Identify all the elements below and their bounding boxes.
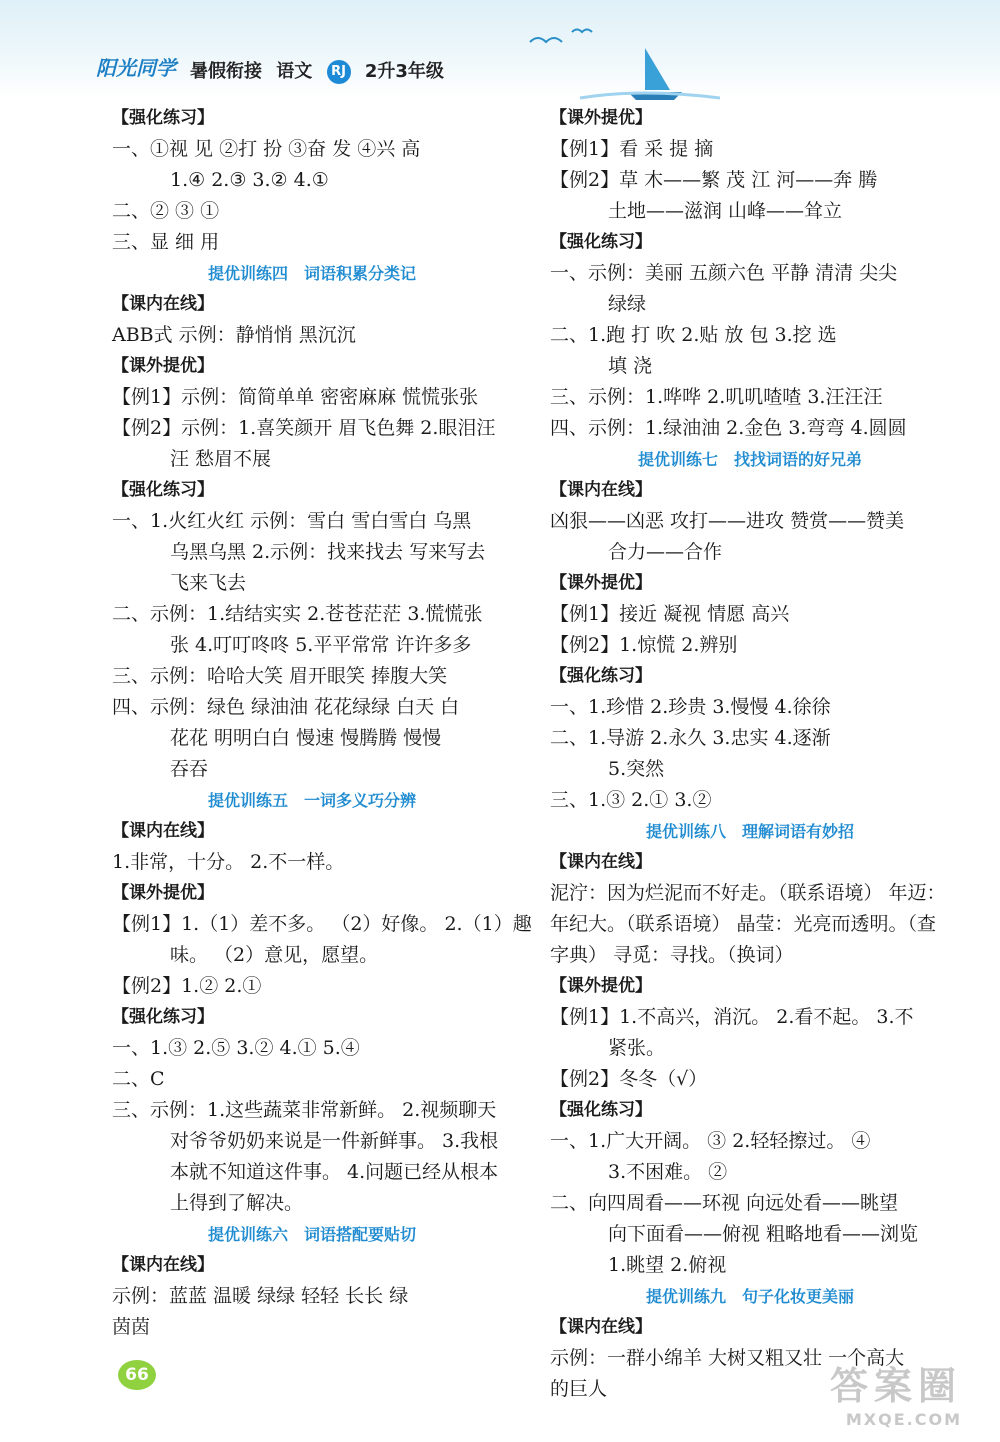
- answer-line: 填 浇: [608, 355, 653, 377]
- answer-line: 5.突然: [608, 758, 665, 780]
- answer-line: 二、示例：1.结结实实 2.苍苍茫茫 3.慌慌张: [112, 603, 483, 625]
- answer-line: 3.不困难。 ②: [608, 1161, 728, 1183]
- section-label: 【课外提优】: [112, 356, 214, 376]
- answer-line: 1.非常，十分。 2.不一样。: [112, 851, 345, 873]
- answer-line: 【例1】1.不高兴，消沉。 2.看不起。 3.不: [550, 1006, 914, 1028]
- section-title: 提优训练五 一词多义巧分辨: [207, 791, 416, 810]
- answer-line: 二、1.跑 打 吹 2.贴 放 包 3.挖 选: [550, 324, 837, 346]
- answer-line: 【例1】示例：简简单单 密密麻麻 慌慌张张: [112, 386, 479, 408]
- answer-line: 合力——合作: [608, 541, 723, 563]
- book-name: 暑假衔接: [190, 61, 262, 82]
- answer-line: 1.④ 2.③ 3.② 4.①: [170, 169, 329, 191]
- section-label: 【课外提优】: [550, 976, 652, 996]
- answer-line: 四、示例：1.绿油油 2.金色 3.弯弯 4.圆圆: [550, 417, 907, 439]
- section-label: 【课内在线】: [550, 852, 652, 872]
- answer-line: 【例2】示例：1.喜笑颜开 眉飞色舞 2.眼泪汪: [112, 417, 496, 439]
- header-title: [190, 57, 452, 84]
- answer-line: 一、1.③ 2.⑤ 3.② 4.① 5.④: [112, 1037, 360, 1059]
- answer-line: 的巨人: [550, 1378, 608, 1400]
- answer-line: 紧张。: [608, 1037, 666, 1059]
- section-label: 【课内在线】: [112, 294, 214, 314]
- answer-line: 三、示例：1.哗哗 2.叽叽喳喳 3.汪汪汪: [550, 386, 883, 408]
- section-label: 【课外提优】: [112, 883, 214, 903]
- answer-line: 绿绿: [608, 293, 647, 315]
- section-label: 【课内在线】: [112, 821, 214, 841]
- answer-line: 字典） 寻觅：寻找。（换词）: [550, 944, 794, 966]
- header-band: [0, 0, 1000, 100]
- section-title: 提优训练九 句子化妆更美丽: [645, 1287, 854, 1306]
- sailboat-seagull-decoration: [520, 20, 720, 100]
- answer-line: 飞来飞去: [170, 572, 247, 594]
- answer-line: 1.眺望 2.俯视: [608, 1254, 727, 1276]
- answer-line: 年纪大。（联系语境） 晶莹：光亮而透明。（查: [550, 913, 937, 935]
- answer-line: 一、①视 见 ②打 扮 ③奋 发 ④兴 高: [112, 138, 421, 160]
- section-label: 【课内在线】: [550, 1317, 652, 1337]
- answer-line: 【例2】1.惊慌 2.辨别: [550, 634, 738, 656]
- answer-line: 【例2】草 木——繁 茂 江 河——奔 腾: [550, 169, 878, 191]
- answer-line: 三、示例：1.这些蔬菜非常新鲜。 2.视频聊天: [112, 1099, 497, 1121]
- answer-line: 一、1.珍惜 2.珍贵 3.慢慢 4.徐徐: [550, 696, 831, 718]
- section-label: 【强化练习】: [112, 108, 214, 128]
- answer-line: 茵茵: [112, 1316, 151, 1338]
- section-label: 【课内在线】: [112, 1255, 214, 1275]
- grade-label: 2升3年级: [364, 61, 444, 82]
- answer-line: 味。 （2）意见，愿望。: [170, 944, 379, 966]
- watermark-logo: 答案圈: [830, 1364, 963, 1408]
- watermark: [830, 1355, 962, 1429]
- answer-line: 汪 愁眉不展: [170, 448, 272, 470]
- answer-line: 一、1.广大开阔。 ③ 2.轻轻擦过。 ④: [550, 1130, 871, 1152]
- answer-line: 张 4.叮叮咚咚 5.平平常常 许许多多: [170, 634, 472, 656]
- right-column: [550, 103, 950, 1405]
- answer-line: 乌黑乌黑 2.示例：找来找去 写来写去: [170, 541, 486, 563]
- answer-line: 三、示例：哈哈大笑 眉开眼笑 捧腹大笑: [112, 665, 448, 687]
- answer-line: 一、1.火红火红 示例：雪白 雪白雪白 乌黑: [112, 510, 472, 532]
- answer-line: 吞吞: [170, 758, 209, 780]
- answer-line: 二、向四周看——环视 向远处看——眺望: [550, 1192, 899, 1214]
- answer-line: 二、C: [112, 1068, 165, 1090]
- answer-line: 【例2】冬冬（√）: [550, 1068, 708, 1090]
- section-title: 提优训练六 词语搭配要贴切: [207, 1225, 416, 1244]
- answer-line: 一、示例：美丽 五颜六色 平静 清清 尖尖: [550, 262, 898, 284]
- answer-line: 花花 明明白白 慢速 慢腾腾 慢慢: [170, 727, 442, 749]
- answer-line: 【例1】看 采 提 摘: [550, 138, 714, 160]
- brand-logo: 阳光同学: [96, 56, 176, 80]
- answer-line: 四、示例：绿色 绿油油 花花绿绿 白天 白: [112, 696, 460, 718]
- answer-line: 二、1.导游 2.永久 3.忠实 4.逐渐: [550, 727, 831, 749]
- answer-line: 上得到了解决。: [170, 1192, 304, 1214]
- section-label: 【强化练习】: [112, 480, 214, 500]
- answer-line: 二、② ③ ①: [112, 200, 220, 222]
- answer-line: 示例：一群小绵羊 大树又粗又壮 一个高大: [550, 1347, 905, 1369]
- answer-line: 向下面看——俯视 粗略地看——浏览: [608, 1223, 919, 1245]
- section-label: 【强化练习】: [550, 666, 652, 686]
- section-label: 【课外提优】: [550, 573, 652, 593]
- section-label: 【强化练习】: [550, 232, 652, 252]
- answer-line: 【例1】接近 凝视 情愿 高兴: [550, 603, 790, 625]
- section-title: 提优训练七 找找词语的好兄弟: [637, 450, 862, 469]
- section-label: 【课外提优】: [550, 108, 652, 128]
- answer-line: 三、显 细 用: [112, 231, 220, 253]
- answer-line: 土地——滋润 山峰——耸立: [608, 200, 843, 222]
- answer-line: 凶狠——凶恶 攻打——进攻 赞赏——赞美: [550, 510, 905, 532]
- watermark-url: MXQE.COM: [845, 1410, 963, 1429]
- answer-line: 三、1.③ 2.① 3.②: [550, 789, 712, 811]
- section-title: 提优训练四 词语积累分类记: [207, 264, 416, 283]
- section-title: 提优训练八 理解词语有妙招: [645, 822, 854, 841]
- answer-line: 【例2】1.② 2.①: [112, 975, 262, 997]
- answer-line: 示例：蓝蓝 温暖 绿绿 轻轻 长长 绿: [112, 1285, 409, 1307]
- answer-line: 【例1】1.（1）差不多。 （2）好像。 2.（1）趣: [112, 913, 532, 935]
- left-column: [112, 103, 532, 1343]
- edition-badge: RJ: [327, 60, 351, 84]
- section-label: 【课内在线】: [550, 480, 652, 500]
- page-number: 66: [118, 1360, 156, 1390]
- section-label: 【强化练习】: [550, 1100, 652, 1120]
- answer-line: 泥泞：因为烂泥而不好走。（联系语境） 年迈：: [550, 882, 946, 904]
- section-label: 【强化练习】: [112, 1007, 214, 1027]
- answer-line: ABB式 示例：静悄悄 黑沉沉: [112, 324, 356, 346]
- subject-name: 语文: [276, 61, 313, 82]
- answer-line: 对爷爷奶奶来说是一件新鲜事。 3.我根: [170, 1130, 499, 1152]
- answer-line: 本就不知道这件事。 4.问题已经从根本: [170, 1161, 499, 1183]
